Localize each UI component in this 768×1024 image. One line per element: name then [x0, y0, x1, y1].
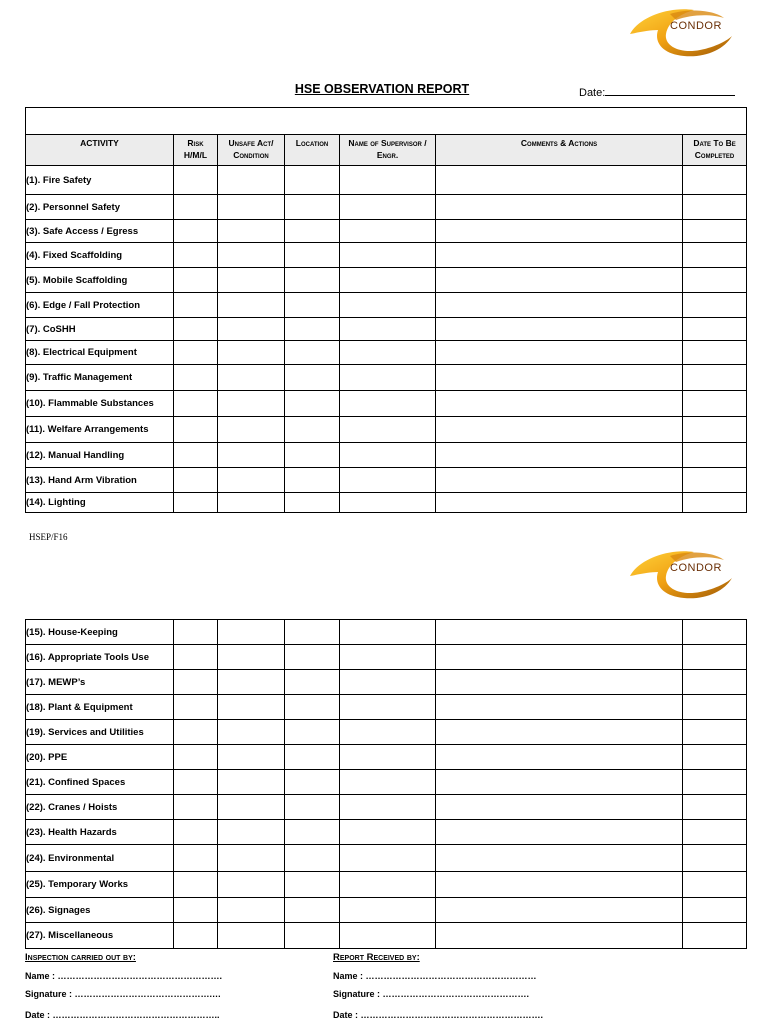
comments-cell[interactable]: [436, 468, 683, 493]
comments-cell[interactable]: [436, 243, 683, 268]
risk-cell[interactable]: [174, 695, 218, 720]
risk-cell[interactable]: [174, 443, 218, 468]
supervisor-cell[interactable]: [340, 468, 436, 493]
unsafe-cell[interactable]: [218, 695, 285, 720]
date-completed-cell[interactable]: [683, 195, 747, 220]
supervisor-cell[interactable]: [340, 670, 436, 695]
inspection-date-field[interactable]: Date : ………………………………………………..: [25, 1010, 220, 1020]
condor-swoosh-icon: [628, 4, 738, 60]
risk-cell[interactable]: [174, 670, 218, 695]
received-name-field[interactable]: Name : …………………………………………………: [333, 971, 537, 981]
date-completed-cell[interactable]: [683, 620, 747, 645]
supervisor-cell[interactable]: [340, 391, 436, 417]
unsafe-cell[interactable]: [218, 468, 285, 493]
activity-label: (4). Fixed Scaffolding: [26, 243, 174, 268]
risk-cell[interactable]: [174, 872, 218, 898]
comments-cell[interactable]: [436, 293, 683, 318]
risk-cell[interactable]: [174, 293, 218, 318]
date-completed-cell[interactable]: [683, 243, 747, 268]
risk-cell[interactable]: [174, 341, 218, 365]
table-row: [26, 695, 747, 720]
table-row: [26, 820, 747, 845]
risk-cell[interactable]: [174, 166, 218, 195]
inspection-block: [25, 952, 222, 1020]
table-row: [26, 872, 747, 898]
supervisor-cell[interactable]: [340, 268, 436, 293]
location-cell[interactable]: [285, 720, 340, 745]
col-activity: ACTIVITY: [26, 135, 174, 166]
condor-logo: [628, 4, 738, 60]
unsafe-cell[interactable]: [218, 923, 285, 949]
activity-label: (21). Confined Spaces: [26, 770, 174, 795]
col-supervisor: Name of Supervisor / Engr.: [340, 135, 436, 166]
date-completed-cell[interactable]: [683, 645, 747, 670]
supervisor-cell[interactable]: [340, 341, 436, 365]
comments-cell[interactable]: [436, 166, 683, 195]
comments-cell[interactable]: [436, 620, 683, 645]
activity-label: (9). Traffic Management: [26, 365, 174, 391]
comments-cell[interactable]: [436, 365, 683, 391]
received-heading: Report Received by:: [333, 952, 420, 963]
activity-label: (25). Temporary Works: [26, 872, 174, 898]
unsafe-cell[interactable]: [218, 391, 285, 417]
supervisor-cell[interactable]: [340, 795, 436, 820]
observation-table-1: [25, 107, 747, 513]
supervisor-cell[interactable]: [340, 318, 436, 341]
risk-cell[interactable]: [174, 391, 218, 417]
activity-label: (10). Flammable Substances: [26, 391, 174, 417]
activity-label: (6). Edge / Fall Protection: [26, 293, 174, 318]
supervisor-cell[interactable]: [340, 745, 436, 770]
supervisor-cell[interactable]: [340, 166, 436, 195]
comments-cell[interactable]: [436, 695, 683, 720]
location-cell[interactable]: [285, 745, 340, 770]
unsafe-cell[interactable]: [218, 293, 285, 318]
unsafe-cell[interactable]: [218, 318, 285, 341]
date-label: Date:: [579, 87, 606, 99]
activity-label: (17). MEWP’s: [26, 670, 174, 695]
unsafe-cell[interactable]: [218, 243, 285, 268]
location-cell[interactable]: [285, 365, 340, 391]
table-row: [26, 670, 747, 695]
activity-label: (14). Lighting: [26, 493, 174, 513]
header-row: [26, 135, 747, 166]
col-unsafe: Unsafe Act/ Condition: [218, 135, 285, 166]
received-signature-field[interactable]: Signature : ………………………………………….: [333, 989, 530, 999]
unsafe-cell[interactable]: [218, 365, 285, 391]
location-cell[interactable]: [285, 443, 340, 468]
unsafe-cell[interactable]: [218, 898, 285, 923]
activity-label: (27). Miscellaneous: [26, 923, 174, 949]
activity-label: (11). Welfare Arrangements: [26, 417, 174, 443]
unsafe-cell[interactable]: [218, 620, 285, 645]
location-cell[interactable]: [285, 820, 340, 845]
blank-header-row: [26, 108, 747, 135]
supervisor-cell[interactable]: [340, 645, 436, 670]
location-cell[interactable]: [285, 391, 340, 417]
supervisor-cell[interactable]: [340, 820, 436, 845]
risk-cell[interactable]: [174, 720, 218, 745]
date-completed-cell[interactable]: [683, 341, 747, 365]
comments-cell[interactable]: [436, 820, 683, 845]
unsafe-cell[interactable]: [218, 770, 285, 795]
activity-label: (8). Electrical Equipment: [26, 341, 174, 365]
location-cell[interactable]: [285, 468, 340, 493]
table-row: [26, 770, 747, 795]
risk-cell[interactable]: [174, 417, 218, 443]
comments-cell[interactable]: [436, 872, 683, 898]
table-row: [26, 293, 747, 318]
location-cell[interactable]: [285, 845, 340, 872]
risk-cell[interactable]: [174, 770, 218, 795]
comments-cell[interactable]: [436, 670, 683, 695]
location-cell[interactable]: [285, 318, 340, 341]
comments-cell[interactable]: [436, 341, 683, 365]
date-completed-cell[interactable]: [683, 670, 747, 695]
date-completed-cell[interactable]: [683, 820, 747, 845]
form-code: HSEP/F16: [29, 532, 68, 542]
risk-cell[interactable]: [174, 923, 218, 949]
unsafe-cell[interactable]: [218, 195, 285, 220]
activity-label: (22). Cranes / Hoists: [26, 795, 174, 820]
comments-cell[interactable]: [436, 443, 683, 468]
table-row: [26, 923, 747, 949]
location-cell[interactable]: [285, 166, 340, 195]
unsafe-cell[interactable]: [218, 268, 285, 293]
comments-cell[interactable]: [436, 720, 683, 745]
location-cell[interactable]: [285, 770, 340, 795]
activity-label: (20). PPE: [26, 745, 174, 770]
table-row: [26, 195, 747, 220]
comments-cell[interactable]: [436, 220, 683, 243]
blank-cell[interactable]: [26, 108, 747, 135]
location-cell[interactable]: [285, 220, 340, 243]
risk-cell[interactable]: [174, 365, 218, 391]
risk-cell[interactable]: [174, 195, 218, 220]
unsafe-cell[interactable]: [218, 872, 285, 898]
risk-cell[interactable]: [174, 243, 218, 268]
table-row: [26, 391, 747, 417]
unsafe-cell[interactable]: [218, 443, 285, 468]
location-cell[interactable]: [285, 670, 340, 695]
activity-label: (12). Manual Handling: [26, 443, 174, 468]
comments-cell[interactable]: [436, 845, 683, 872]
condor-logo: [628, 546, 738, 602]
comments-cell[interactable]: [436, 745, 683, 770]
table-row: [26, 795, 747, 820]
supervisor-cell[interactable]: [340, 620, 436, 645]
date-completed-cell[interactable]: [683, 872, 747, 898]
unsafe-cell[interactable]: [218, 220, 285, 243]
date-completed-cell[interactable]: [683, 293, 747, 318]
location-cell[interactable]: [285, 293, 340, 318]
activity-label: (7). CoSHH: [26, 318, 174, 341]
col-risk: Risk H/M/L: [174, 135, 218, 166]
supervisor-cell[interactable]: [340, 195, 436, 220]
supervisor-cell[interactable]: [340, 923, 436, 949]
location-cell[interactable]: [285, 195, 340, 220]
supervisor-cell[interactable]: [340, 220, 436, 243]
inspection-name-field[interactable]: Name : ……………………………………………….: [25, 971, 223, 981]
unsafe-cell[interactable]: [218, 745, 285, 770]
activity-label: (16). Appropriate Tools Use: [26, 645, 174, 670]
supervisor-cell[interactable]: [340, 872, 436, 898]
unsafe-cell[interactable]: [218, 341, 285, 365]
risk-cell[interactable]: [174, 795, 218, 820]
risk-cell[interactable]: [174, 318, 218, 341]
table-row: [26, 645, 747, 670]
supervisor-cell[interactable]: [340, 898, 436, 923]
supervisor-cell[interactable]: [340, 695, 436, 720]
risk-cell[interactable]: [174, 645, 218, 670]
date-completed-cell[interactable]: [683, 845, 747, 872]
date-completed-cell[interactable]: [683, 443, 747, 468]
col-location: Location: [285, 135, 340, 166]
logo-text: CONDOR: [670, 20, 722, 32]
date-completed-cell[interactable]: [683, 493, 747, 513]
date-line[interactable]: [605, 86, 735, 96]
risk-cell[interactable]: [174, 898, 218, 923]
risk-cell[interactable]: [174, 468, 218, 493]
date-completed-cell[interactable]: [683, 898, 747, 923]
comments-cell[interactable]: [436, 268, 683, 293]
risk-cell[interactable]: [174, 620, 218, 645]
comments-cell[interactable]: [436, 898, 683, 923]
activity-label: (5). Mobile Scaffolding: [26, 268, 174, 293]
table-row: [26, 166, 747, 195]
date-completed-cell[interactable]: [683, 417, 747, 443]
date-completed-cell[interactable]: [683, 318, 747, 341]
activity-label: (13). Hand Arm Vibration: [26, 468, 174, 493]
date-completed-cell[interactable]: [683, 268, 747, 293]
location-cell[interactable]: [285, 795, 340, 820]
unsafe-cell[interactable]: [218, 670, 285, 695]
comments-cell[interactable]: [436, 318, 683, 341]
supervisor-cell[interactable]: [340, 720, 436, 745]
location-cell[interactable]: [285, 645, 340, 670]
date-completed-cell[interactable]: [683, 795, 747, 820]
date-completed-cell[interactable]: [683, 720, 747, 745]
comments-cell[interactable]: [436, 770, 683, 795]
risk-cell[interactable]: [174, 820, 218, 845]
inspection-signature-field[interactable]: Signature : ……………………………………….…: [25, 989, 222, 999]
activity-label: (23). Health Hazards: [26, 820, 174, 845]
condor-swoosh-icon: [628, 546, 738, 602]
table-row: [26, 417, 747, 443]
risk-cell[interactable]: [174, 220, 218, 243]
page-title: HSE OBSERVATION REPORT: [294, 82, 470, 96]
date-completed-cell[interactable]: [683, 365, 747, 391]
supervisor-cell[interactable]: [340, 243, 436, 268]
location-cell[interactable]: [285, 898, 340, 923]
table-row: [26, 720, 747, 745]
activity-label: (24). Environmental: [26, 845, 174, 872]
date-completed-cell[interactable]: [683, 745, 747, 770]
supervisor-cell[interactable]: [340, 365, 436, 391]
unsafe-cell[interactable]: [218, 820, 285, 845]
table-row: [26, 243, 747, 268]
supervisor-cell[interactable]: [340, 845, 436, 872]
activity-label: (26). Signages: [26, 898, 174, 923]
table-row: [26, 620, 747, 645]
table-row: [26, 365, 747, 391]
location-cell[interactable]: [285, 268, 340, 293]
activity-label: (19). Services and Utilities: [26, 720, 174, 745]
date-completed-cell[interactable]: [683, 391, 747, 417]
comments-cell[interactable]: [436, 417, 683, 443]
table-row: [26, 745, 747, 770]
table-row: [26, 318, 747, 341]
date-completed-cell[interactable]: [683, 220, 747, 243]
date-completed-cell[interactable]: [683, 923, 747, 949]
unsafe-cell[interactable]: [218, 417, 285, 443]
supervisor-cell[interactable]: [340, 443, 436, 468]
comments-cell[interactable]: [436, 645, 683, 670]
inspection-heading: Inspection carried out by:: [25, 952, 136, 963]
table-row: [26, 341, 747, 365]
table-row: [26, 845, 747, 872]
location-cell[interactable]: [285, 417, 340, 443]
activity-label: (3). Safe Access / Egress: [26, 220, 174, 243]
location-cell[interactable]: [285, 872, 340, 898]
location-cell[interactable]: [285, 695, 340, 720]
comments-cell[interactable]: [436, 493, 683, 513]
comments-cell[interactable]: [436, 391, 683, 417]
col-comments: Comments & Actions: [436, 135, 683, 166]
risk-cell[interactable]: [174, 745, 218, 770]
received-date-field[interactable]: Date : …………………………………………………….: [333, 1010, 544, 1020]
location-cell[interactable]: [285, 341, 340, 365]
table-row: [26, 493, 747, 513]
observation-table-2: [25, 619, 747, 949]
logo-text: CONDOR: [670, 562, 722, 574]
risk-cell[interactable]: [174, 493, 218, 513]
table-row: [26, 468, 747, 493]
date-completed-cell[interactable]: [683, 770, 747, 795]
date-completed-cell[interactable]: [683, 695, 747, 720]
supervisor-cell[interactable]: [340, 293, 436, 318]
unsafe-cell[interactable]: [218, 720, 285, 745]
unsafe-cell[interactable]: [218, 845, 285, 872]
supervisor-cell[interactable]: [340, 493, 436, 513]
comments-cell[interactable]: [436, 195, 683, 220]
table-row: [26, 220, 747, 243]
comments-cell[interactable]: [436, 795, 683, 820]
date-field[interactable]: [579, 86, 735, 99]
unsafe-cell[interactable]: [218, 166, 285, 195]
supervisor-cell[interactable]: [340, 417, 436, 443]
location-cell[interactable]: [285, 620, 340, 645]
risk-cell[interactable]: [174, 268, 218, 293]
comments-cell[interactable]: [436, 923, 683, 949]
unsafe-cell[interactable]: [218, 493, 285, 513]
risk-cell[interactable]: [174, 845, 218, 872]
unsafe-cell[interactable]: [218, 645, 285, 670]
supervisor-cell[interactable]: [340, 770, 436, 795]
received-block: [333, 952, 543, 1020]
date-completed-cell[interactable]: [683, 468, 747, 493]
activity-label: (15). House-Keeping: [26, 620, 174, 645]
location-cell[interactable]: [285, 243, 340, 268]
table-row: [26, 268, 747, 293]
date-completed-cell[interactable]: [683, 166, 747, 195]
activity-label: (2). Personnel Safety: [26, 195, 174, 220]
table-row: [26, 443, 747, 468]
activity-label: (1). Fire Safety: [26, 166, 174, 195]
table-row: [26, 898, 747, 923]
location-cell[interactable]: [285, 923, 340, 949]
col-date-completed: Date To Be Completed: [683, 135, 747, 166]
unsafe-cell[interactable]: [218, 795, 285, 820]
activity-label: (18). Plant & Equipment: [26, 695, 174, 720]
location-cell[interactable]: [285, 493, 340, 513]
